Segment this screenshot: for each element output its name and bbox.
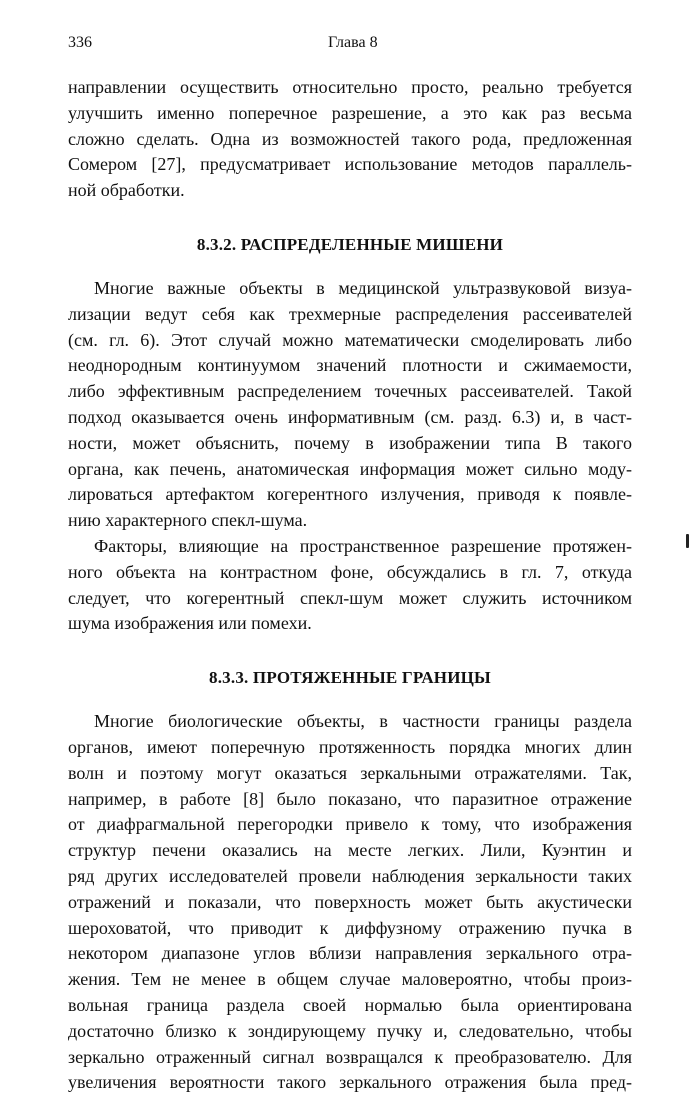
text-line: нию характерного спекл-шума. [68, 510, 308, 531]
text-line: Факторы, влияющие на пространственное разрешение протяжен- [94, 535, 632, 556]
text-line: улучшить именно поперечное разрешение, а это как раз весьма [68, 102, 632, 123]
text-line: органа, как печень, анатомическая информация может сильно моду- [68, 458, 632, 479]
text-line: лироваться артефактом когерентного излучения, приводя к появле- [68, 484, 632, 505]
text-line: лизации ведут себя как трехмерные распределения рассеивателей [68, 303, 632, 324]
section-heading-8-3-3: 8.3.3. ПРОТЯЖЕННЫЕ ГРАНИЦЫ [209, 668, 491, 688]
text-line: ности, может объяснить, почему в изображении типа В такого [68, 432, 632, 453]
text-line: неоднородным континуумом значений плотности и сжимаемости, [68, 355, 632, 376]
paragraph-extended-boundaries-1 [68, 709, 632, 1096]
text-line: от диафрагмальной перегородки привело к тому, что изображения [68, 814, 632, 835]
text-line: органов, имеют поперечную протяженность порядка многих длин [68, 736, 632, 757]
page-body [68, 75, 632, 1096]
text-line: вольная граница раздела своей нормалью была ориентирована [68, 994, 632, 1015]
text-line: отражений и показали, что поверхность может быть акустически [68, 891, 632, 912]
paragraph-distributed-targets-1 [68, 276, 632, 534]
paragraph-distributed-targets-2 [68, 534, 632, 637]
text-line: ной обработки. [68, 180, 185, 201]
text-line: шума изображения или помехи. [68, 613, 312, 634]
text-line: сложно сделать. Одна из возможностей такого рода, предложенная [68, 128, 632, 149]
spacer [68, 258, 632, 276]
text-line: Многие важные объекты в медицинской ультразвуковой визуа- [94, 277, 632, 298]
paragraph-intro [68, 75, 632, 204]
text-line: Многие биологические объекты, в частности границы раздела [94, 711, 632, 732]
text-line: некотором диапазоне углов вблизи направления зеркального отра- [68, 943, 632, 964]
page-number: 336 [68, 34, 92, 51]
text-line: достаточно близко к зондирующему пучку и, следовательно, чтобы [68, 1020, 632, 1041]
text-line: Сомером [27], предусматривает использование методов параллель- [68, 154, 632, 175]
text-line: подход оказывается очень информативным (см. разд. 6.3) и, в част- [68, 406, 632, 427]
text-line: либо эффективным распределением точечных рассеивателей. Такой [68, 381, 632, 402]
spacer [68, 637, 632, 665]
text-line: ного объекта на контрастном фоне, обсуждались в гл. 7, откуда [68, 561, 632, 582]
text-line: например, в работе [8] было показано, что паразитное отражение [68, 788, 632, 809]
margin-mark [686, 534, 689, 548]
section-heading-8-3-2: 8.3.2. РАСПРЕДЕЛЕННЫЕ МИШЕНИ [196, 234, 504, 254]
text-line: жения. Тем не менее в общем случае маловероятно, чтобы произ- [68, 969, 632, 990]
page-header [68, 34, 632, 58]
text-line: (см. гл. 6). Этот случай можно математически смоделировать либо [68, 329, 632, 350]
text-line: ряд других исследователей провели наблюдения зеркальности таких [68, 865, 632, 886]
text-line: зеркально отраженный сигнал возвращался к преобразователю. Для [68, 1046, 632, 1067]
running-head: Глава 8 [328, 34, 378, 51]
text-line: следует, что когерентный спекл-шум может служить источником [68, 587, 632, 608]
text-line: направлении осуществить относительно просто, реально требуется [68, 77, 632, 97]
text-line: увеличения вероятности такого зеркального отражения была пред- [68, 1072, 632, 1093]
text-line: волн и поэтому могут оказаться зеркальными отражателями. Так, [68, 762, 632, 783]
text-line: структур печени оказались на месте легких. Лили, Куэнтин и [68, 840, 632, 861]
text-line: шероховатой, что приводит к диффузному отражению пучка в [68, 917, 632, 938]
spacer [68, 691, 632, 709]
spacer [68, 204, 632, 232]
